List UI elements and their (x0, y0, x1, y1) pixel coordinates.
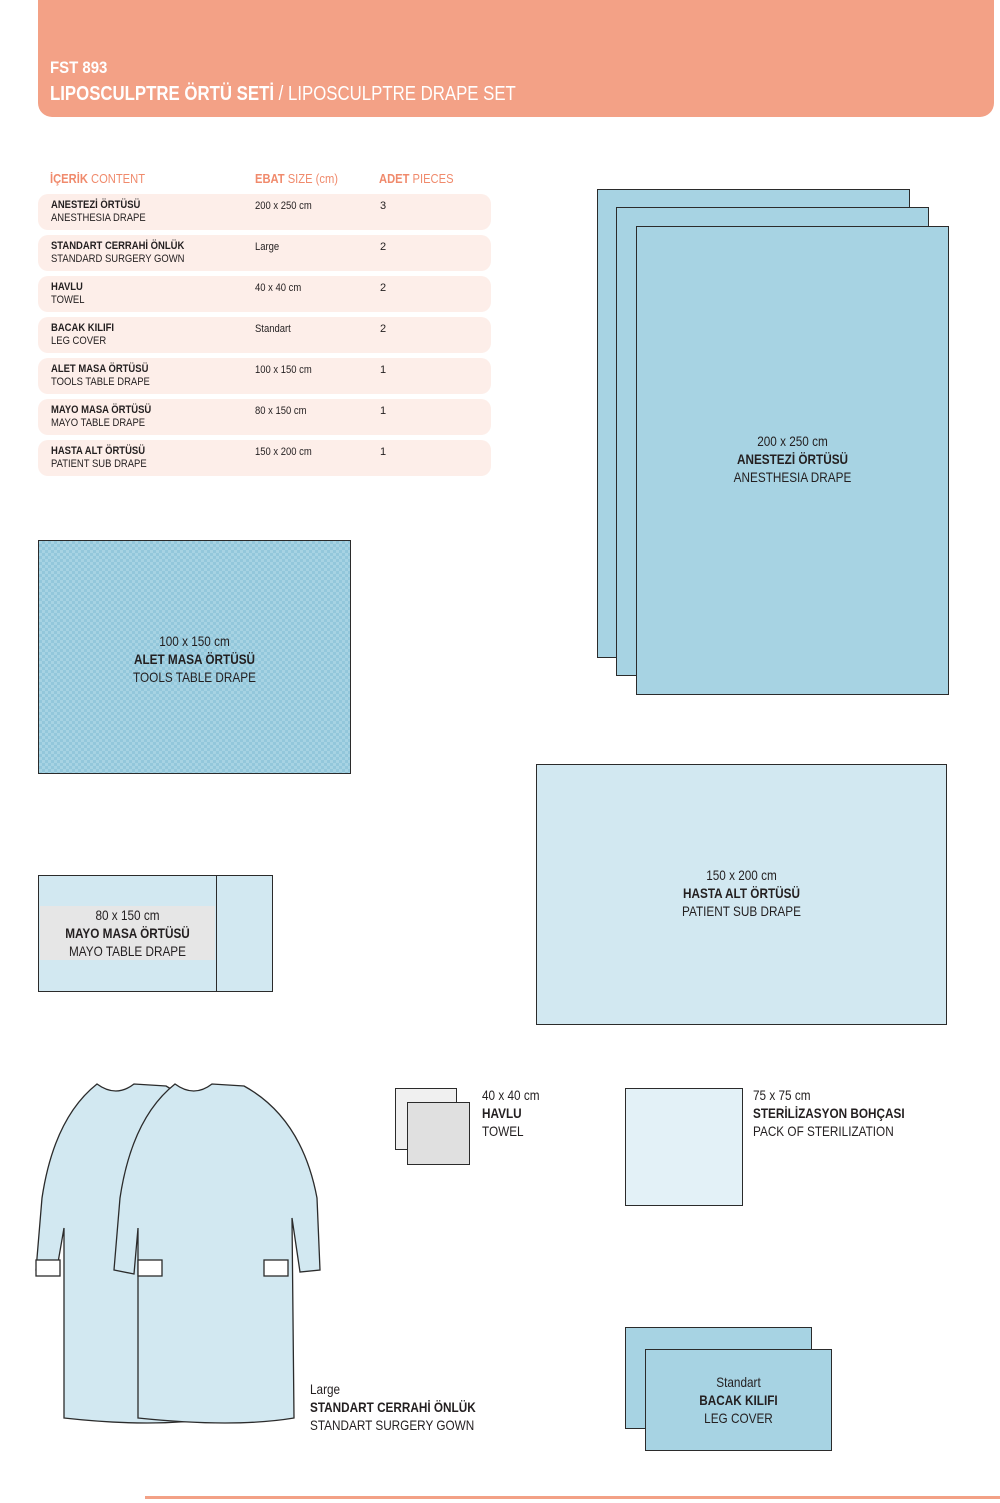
product-title (50, 83, 516, 106)
footer-divider (145, 1496, 1000, 1499)
anesthesia-drape-label: 200 x 250 cm ANESTEZİ ÖRTÜSÜ ANESTHESIA DRAPE (733, 433, 852, 485)
towel-sheet (407, 1102, 470, 1165)
row-size: Standart (255, 323, 291, 335)
mayo-table-drape-label: 80 x 150 cm MAYO MASA ÖRTÜSÜ MAYO TABLE DRAPE (65, 907, 190, 959)
row-qty: 1 (380, 446, 387, 458)
row-qty: 2 (380, 241, 387, 253)
title-separator: / (274, 83, 289, 105)
row-qty: 1 (380, 405, 387, 417)
row-name: ANESTEZİ ÖRTÜSÜ ANESTHESIA DRAPE (51, 199, 146, 224)
row-name: MAYO MASA ÖRTÜSÜ MAYO TABLE DRAPE (51, 404, 152, 429)
table-row (38, 276, 491, 312)
col-header-size: EBAT SIZE (cm) (255, 171, 339, 186)
row-size: 100 x 150 cm (255, 364, 312, 376)
row-size: 80 x 150 cm (255, 405, 307, 417)
table-row (38, 399, 491, 435)
table-row (38, 440, 491, 476)
table-row (38, 317, 491, 353)
product-code: FST 893 (50, 58, 108, 77)
row-qty: 2 (380, 323, 387, 335)
title-tr: LIPOSCULPTRE ÖRTÜ SETİ (50, 83, 275, 105)
surgery-gown-label: Large STANDART CERRAHİ ÖNLÜK STANDART SURGERY GOWN (310, 1381, 476, 1433)
table-row (38, 358, 491, 394)
title-en: LIPOSCULPTRE DRAPE SET (288, 83, 516, 105)
leg-cover-label: Standart BACAK KILIFI LEG COVER (699, 1374, 778, 1426)
row-name: HASTA ALT ÖRTÜSÜ PATIENT SUB DRAPE (51, 445, 147, 470)
mayo-fold-line (216, 875, 217, 992)
row-size: 150 x 200 cm (255, 446, 312, 458)
sterilization-pack-sheet (625, 1088, 743, 1206)
row-size: 40 x 40 cm (255, 282, 302, 294)
row-qty: 3 (380, 200, 387, 212)
row-name: BACAK KILIFI LEG COVER (51, 322, 115, 347)
col-header-content: İÇERİK CONTENT (50, 171, 146, 186)
row-qty: 2 (380, 282, 387, 294)
table-row (38, 235, 491, 271)
row-name: ALET MASA ÖRTÜSÜ TOOLS TABLE DRAPE (51, 363, 150, 388)
row-qty: 1 (380, 364, 387, 376)
col-header-pieces: ADET PIECES (379, 171, 454, 186)
surgery-gown-icon (34, 1078, 326, 1432)
tools-table-drape-label: 100 x 150 cm ALET MASA ÖRTÜSÜ TOOLS TABLE DRAPE (133, 633, 256, 685)
towel-label: 40 x 40 cm HAVLU TOWEL (482, 1087, 540, 1139)
table-row (38, 194, 491, 230)
row-size: Large (255, 241, 280, 253)
sterilization-pack-label: 75 x 75 cm STERİLİZASYON BOHÇASI PACK OF STERILIZATION (753, 1087, 905, 1139)
row-size: 200 x 250 cm (255, 200, 312, 212)
patient-sub-drape-label: 150 x 200 cm HASTA ALT ÖRTÜSÜ PATIENT SUB DRAPE (682, 867, 801, 919)
row-name: STANDART CERRAHİ ÖNLÜK STANDARD SURGERY GOWN (51, 240, 185, 265)
row-name: HAVLU TOWEL (51, 281, 85, 306)
